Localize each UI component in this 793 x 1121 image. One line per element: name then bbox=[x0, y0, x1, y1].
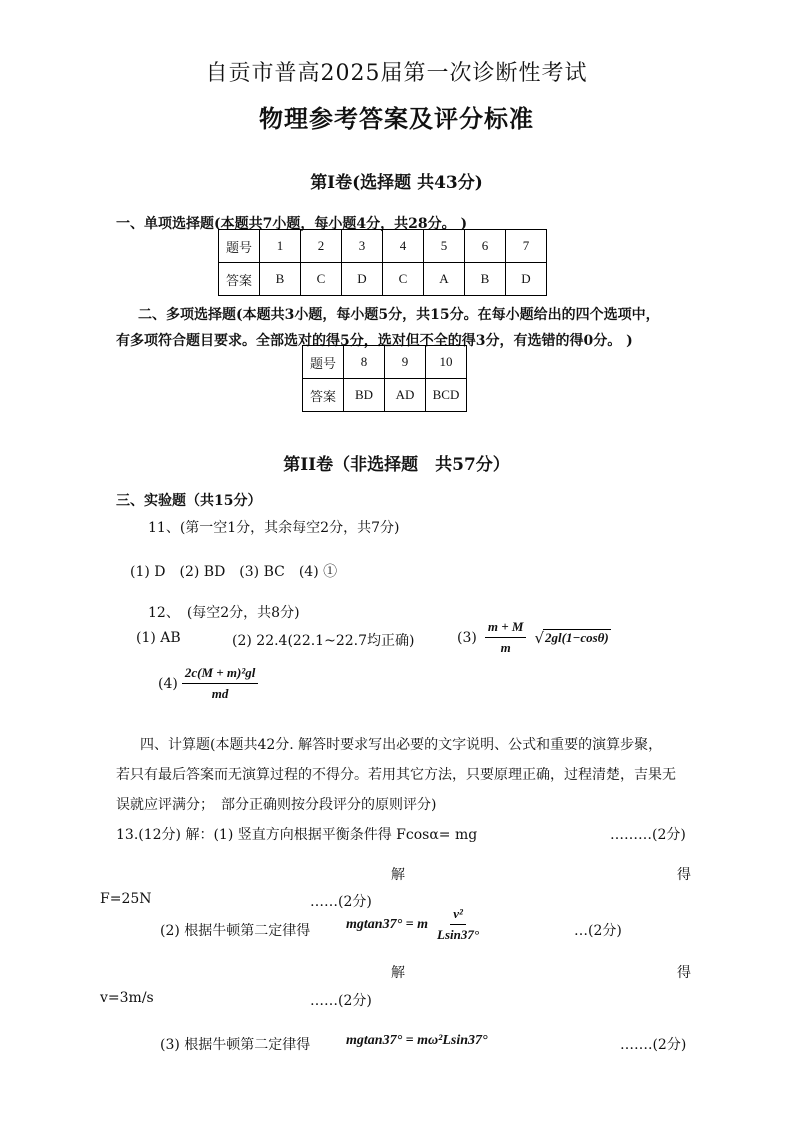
result-label: 得 bbox=[677, 965, 691, 981]
q13-score-3: …(2分) bbox=[574, 923, 622, 939]
fraction-denominator: Lsin37° bbox=[437, 927, 480, 942]
section1-answer-table bbox=[218, 229, 547, 296]
answer-cell: C bbox=[383, 263, 424, 296]
q11-answers: (1) D (2) BD (3) BC (4) ① bbox=[130, 564, 338, 580]
part2-title: 第II卷（非选择题 共57分） bbox=[283, 455, 510, 475]
q13-score-4: ……(2分) bbox=[310, 993, 372, 1009]
section2-heading-line1: 二、多项选择题(本题共3小题，每小题5分，共15分。在每小题给出的四个选项中， bbox=[138, 307, 660, 323]
section4-heading-line3: 误就应评满分； 部分正确则按分段评分的原则评分) bbox=[116, 797, 437, 813]
q12-answer-3 bbox=[457, 619, 611, 656]
answer-cell: BCD bbox=[426, 379, 467, 412]
q12-answer-3-radicand: 2gl(1−cosθ) bbox=[545, 630, 609, 645]
question-number: 3 bbox=[342, 230, 383, 263]
answer-cell: AD bbox=[385, 379, 426, 412]
answer-cell: D bbox=[342, 263, 383, 296]
question-number: 4 bbox=[383, 230, 424, 263]
fraction-numerator: v² bbox=[450, 906, 466, 925]
row-label-answer: 答案 bbox=[219, 263, 260, 296]
table-row bbox=[303, 379, 467, 412]
answer-cell: A bbox=[424, 263, 465, 296]
question-number: 10 bbox=[426, 346, 467, 379]
q12-answer-2: (2) 22.4(22.1~22.7均正确) bbox=[232, 633, 415, 649]
question-number: 1 bbox=[260, 230, 301, 263]
section4-heading-line1: 四、计算题(本题共42分. 解答时要求写出必要的文字说明、公式和重要的演算步聚， bbox=[140, 737, 663, 753]
answer-cell: B bbox=[260, 263, 301, 296]
table-row bbox=[303, 346, 467, 379]
question-number: 6 bbox=[465, 230, 506, 263]
question-number: 8 bbox=[344, 346, 385, 379]
q12-answer-3-fraction bbox=[485, 619, 527, 656]
q13-score-2: ……(2分) bbox=[310, 894, 372, 910]
row-label-number: 题号 bbox=[303, 346, 344, 379]
section1-heading: 一、单项选择题(本题共7小题，每小题4分，共28分。 ) bbox=[116, 216, 468, 232]
row-label-answer: 答案 bbox=[303, 379, 344, 412]
q13-equation-2 bbox=[346, 906, 482, 943]
exam-title: 自贡市普高2025届第一次诊断性考试 bbox=[205, 61, 588, 86]
q12-header: 12、 (每空2分，共8分) bbox=[148, 605, 300, 621]
fraction-numerator: m + M bbox=[485, 619, 527, 638]
result-label: 得 bbox=[677, 867, 691, 883]
question-number: 9 bbox=[385, 346, 426, 379]
q12-answer-4-fraction bbox=[182, 665, 259, 702]
sqrt-icon: √ bbox=[534, 628, 544, 647]
q13-score-5: …….(2分) bbox=[620, 1037, 687, 1053]
q13-result-1: F=25N bbox=[100, 891, 152, 907]
fraction-denominator: m bbox=[500, 640, 511, 655]
q12-answer-1: (1) AB bbox=[136, 630, 181, 646]
section4-heading-line2: 若只有最后答案而无演算过程的不得分。若用其它方法，只要原理正确，过程清楚，吉果无 bbox=[116, 767, 676, 783]
q12-answer-3-label: (3) bbox=[457, 629, 477, 646]
solve-label: 解 bbox=[391, 965, 405, 981]
table-row bbox=[219, 230, 547, 263]
q12-answer-4-label: (4) bbox=[158, 675, 178, 692]
answer-cell: B bbox=[465, 263, 506, 296]
q13-equation-3: mgtan37° = mω²Lsin37° bbox=[346, 1033, 488, 1048]
answer-cell: C bbox=[301, 263, 342, 296]
section2-answer-table bbox=[302, 345, 467, 412]
q13-line1: 13.(12分) 解：(1) 竖直方向根据平衡条件得 Fcosα= mg bbox=[116, 827, 478, 843]
section2-heading-line2: 有多项符合题目要求。全部选对的得5分，选对但不全的得3分，有选错的得0分。 ) bbox=[116, 333, 633, 349]
answer-cell: D bbox=[506, 263, 547, 296]
q12-answer-4 bbox=[158, 665, 258, 702]
document-title: 物理参考答案及评分标准 bbox=[259, 104, 534, 133]
part1-title: 第Ⅰ卷(选择题 共43分) bbox=[310, 173, 483, 193]
fraction-numerator: 2c(M + m)²gl bbox=[182, 665, 259, 684]
table-row bbox=[219, 263, 547, 296]
answer-cell: BD bbox=[344, 379, 385, 412]
q13-equation-2-fraction bbox=[434, 906, 482, 943]
q13-step-3: (3) 根据牛顿第二定律得 bbox=[160, 1037, 311, 1053]
solve-label: 解 bbox=[391, 867, 405, 883]
question-number: 5 bbox=[424, 230, 465, 263]
question-number: 2 bbox=[301, 230, 342, 263]
q11-header: 11、(第一空1分，其余每空2分，共7分) bbox=[148, 520, 400, 536]
fraction-denominator: md bbox=[211, 686, 229, 701]
q13-step-2: (2) 根据牛顿第二定律得 bbox=[160, 923, 311, 939]
q13-score-1: ………(2分) bbox=[610, 827, 686, 843]
q13-result-2: v=3m/s bbox=[100, 990, 154, 1006]
question-number: 7 bbox=[506, 230, 547, 263]
section3-heading: 三、实验题（共15分） bbox=[116, 493, 262, 509]
row-label-number: 题号 bbox=[219, 230, 260, 263]
equation-left-side: mgtan37° = m bbox=[346, 916, 429, 932]
